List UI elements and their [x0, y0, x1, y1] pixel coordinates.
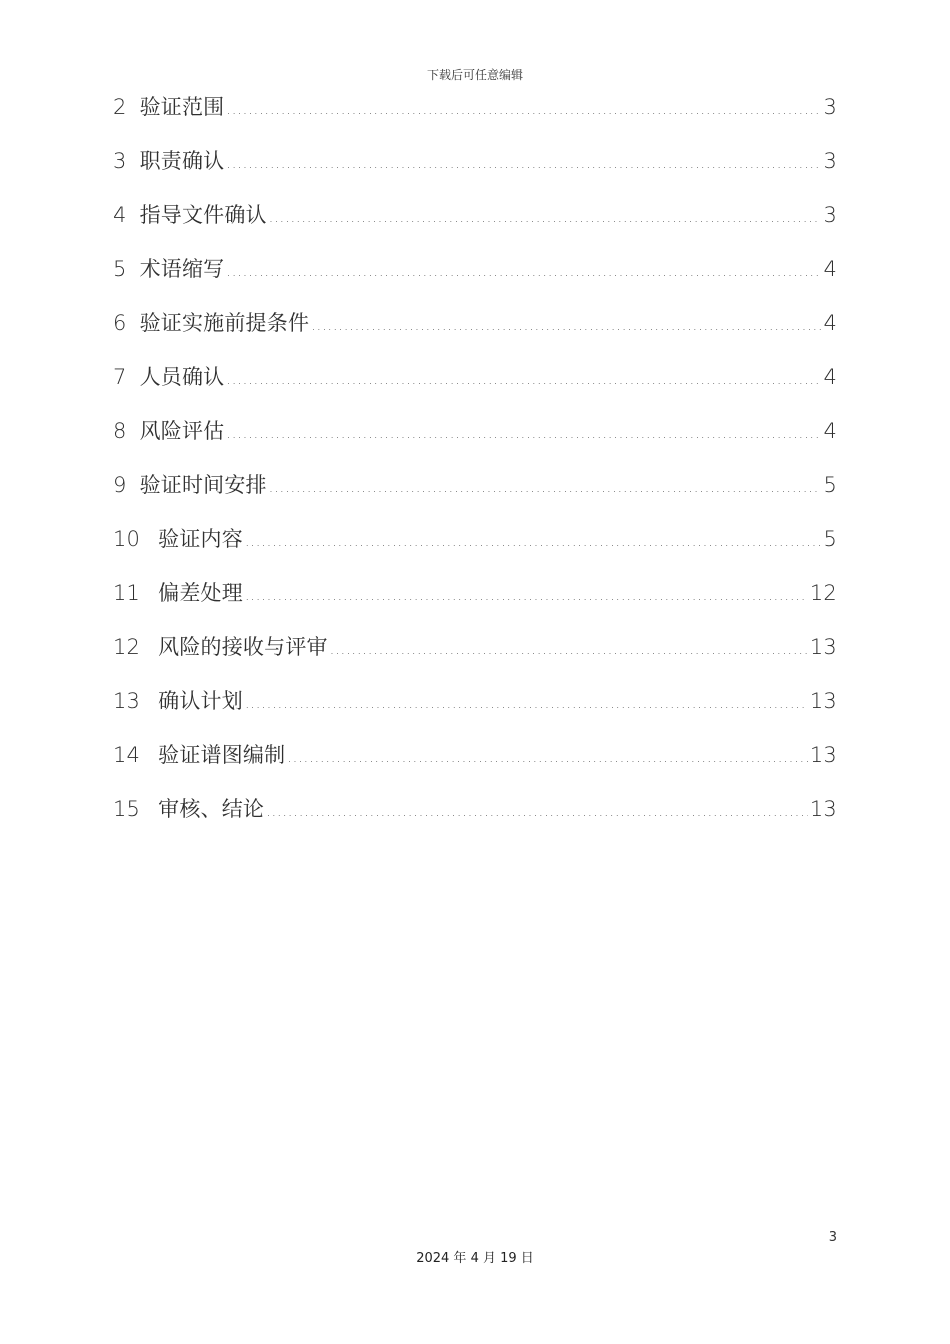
toc-entry-number: 3: [113, 149, 127, 173]
toc-entry-title: 偏差处理: [158, 581, 243, 605]
toc-entry-page: 13: [809, 689, 837, 713]
page-footer-date: 2024 年 4 月 19 日: [416, 1251, 534, 1266]
toc-entry-page: 3: [823, 203, 837, 227]
page-header: 下载后可任意编辑: [426, 68, 523, 82]
toc-entry-title: 确认计划: [158, 689, 243, 713]
toc-entry[interactable]: [113, 628, 837, 682]
toc-entry[interactable]: [113, 682, 837, 736]
toc-entry-number: 13: [113, 689, 141, 713]
toc-entry-page: 5: [823, 473, 837, 497]
toc-entry-page: 13: [809, 635, 837, 659]
toc-entry[interactable]: [113, 250, 837, 304]
toc-entry-number: 15: [113, 797, 141, 821]
toc-entry-number: 10: [113, 527, 141, 551]
toc-dot-leader: [269, 469, 822, 507]
toc-entry[interactable]: [113, 196, 837, 250]
toc-entry-page: 13: [809, 797, 837, 821]
toc-dot-leader: [226, 415, 821, 453]
toc-entry-number: 7: [113, 365, 127, 389]
toc-dot-leader: [245, 685, 808, 723]
toc-entry-title: 人员确认: [139, 365, 225, 389]
toc-entry-page: 3: [823, 95, 837, 119]
page-number: 3: [828, 1230, 837, 1245]
toc-dot-leader: [266, 793, 808, 831]
toc-entry-number: 5: [113, 257, 127, 281]
toc-entry-page: 4: [823, 311, 837, 335]
toc-dot-leader: [226, 253, 821, 291]
toc-entry-number: 6: [113, 311, 127, 335]
toc-entry[interactable]: [113, 412, 837, 466]
toc-entry-number: 11: [113, 581, 141, 605]
toc-dot-leader: [245, 577, 808, 615]
toc-entry-page: 4: [823, 419, 837, 443]
toc-dot-leader: [287, 739, 808, 777]
toc-entry[interactable]: [113, 304, 837, 358]
toc-entry[interactable]: [113, 358, 837, 412]
toc-dot-leader: [226, 145, 821, 183]
toc-entry-title: 职责确认: [139, 149, 225, 173]
toc-entry-title: 验证实施前提条件: [139, 311, 310, 335]
toc-entry-title: 验证时间安排: [139, 473, 267, 497]
toc-dot-leader: [311, 307, 821, 345]
toc-entry[interactable]: [113, 790, 837, 844]
toc-entry[interactable]: [113, 736, 837, 790]
toc-entry-title: 验证谱图编制: [158, 743, 286, 767]
toc-entry-title: 审核、结论: [158, 797, 265, 821]
toc-entry-number: 9: [113, 473, 127, 497]
toc-entry-title: 验证内容: [158, 527, 243, 551]
toc-entry-title: 术语缩写: [139, 257, 225, 281]
toc-dot-leader: [226, 91, 821, 129]
toc-entry-title: 风险的接收与评审: [158, 635, 328, 659]
toc-dot-leader: [269, 199, 822, 237]
toc-entry[interactable]: [113, 574, 837, 628]
toc-entry-page: 13: [809, 743, 837, 767]
toc-entry[interactable]: [113, 142, 837, 196]
toc-entry-number: 14: [113, 743, 141, 767]
toc-entry-page: 4: [823, 257, 837, 281]
toc-entry-number: 2: [113, 95, 127, 119]
table-of-contents: [113, 88, 837, 844]
toc-entry[interactable]: [113, 88, 837, 142]
toc-entry-title: 风险评估: [139, 419, 225, 443]
toc-entry[interactable]: [113, 520, 837, 574]
toc-entry-number: 12: [113, 635, 141, 659]
toc-dot-leader: [245, 523, 822, 561]
toc-dot-leader: [330, 631, 808, 669]
toc-entry-number: 8: [113, 419, 127, 443]
toc-entry-title: 指导文件确认: [139, 203, 267, 227]
toc-entry[interactable]: [113, 466, 837, 520]
toc-entry-page: 3: [823, 149, 837, 173]
toc-entry-page: 12: [809, 581, 837, 605]
toc-dot-leader: [226, 361, 821, 399]
toc-entry-number: 4: [113, 203, 127, 227]
toc-entry-title: 验证范围: [139, 95, 225, 119]
toc-entry-page: 5: [823, 527, 837, 551]
toc-entry-page: 4: [823, 365, 837, 389]
